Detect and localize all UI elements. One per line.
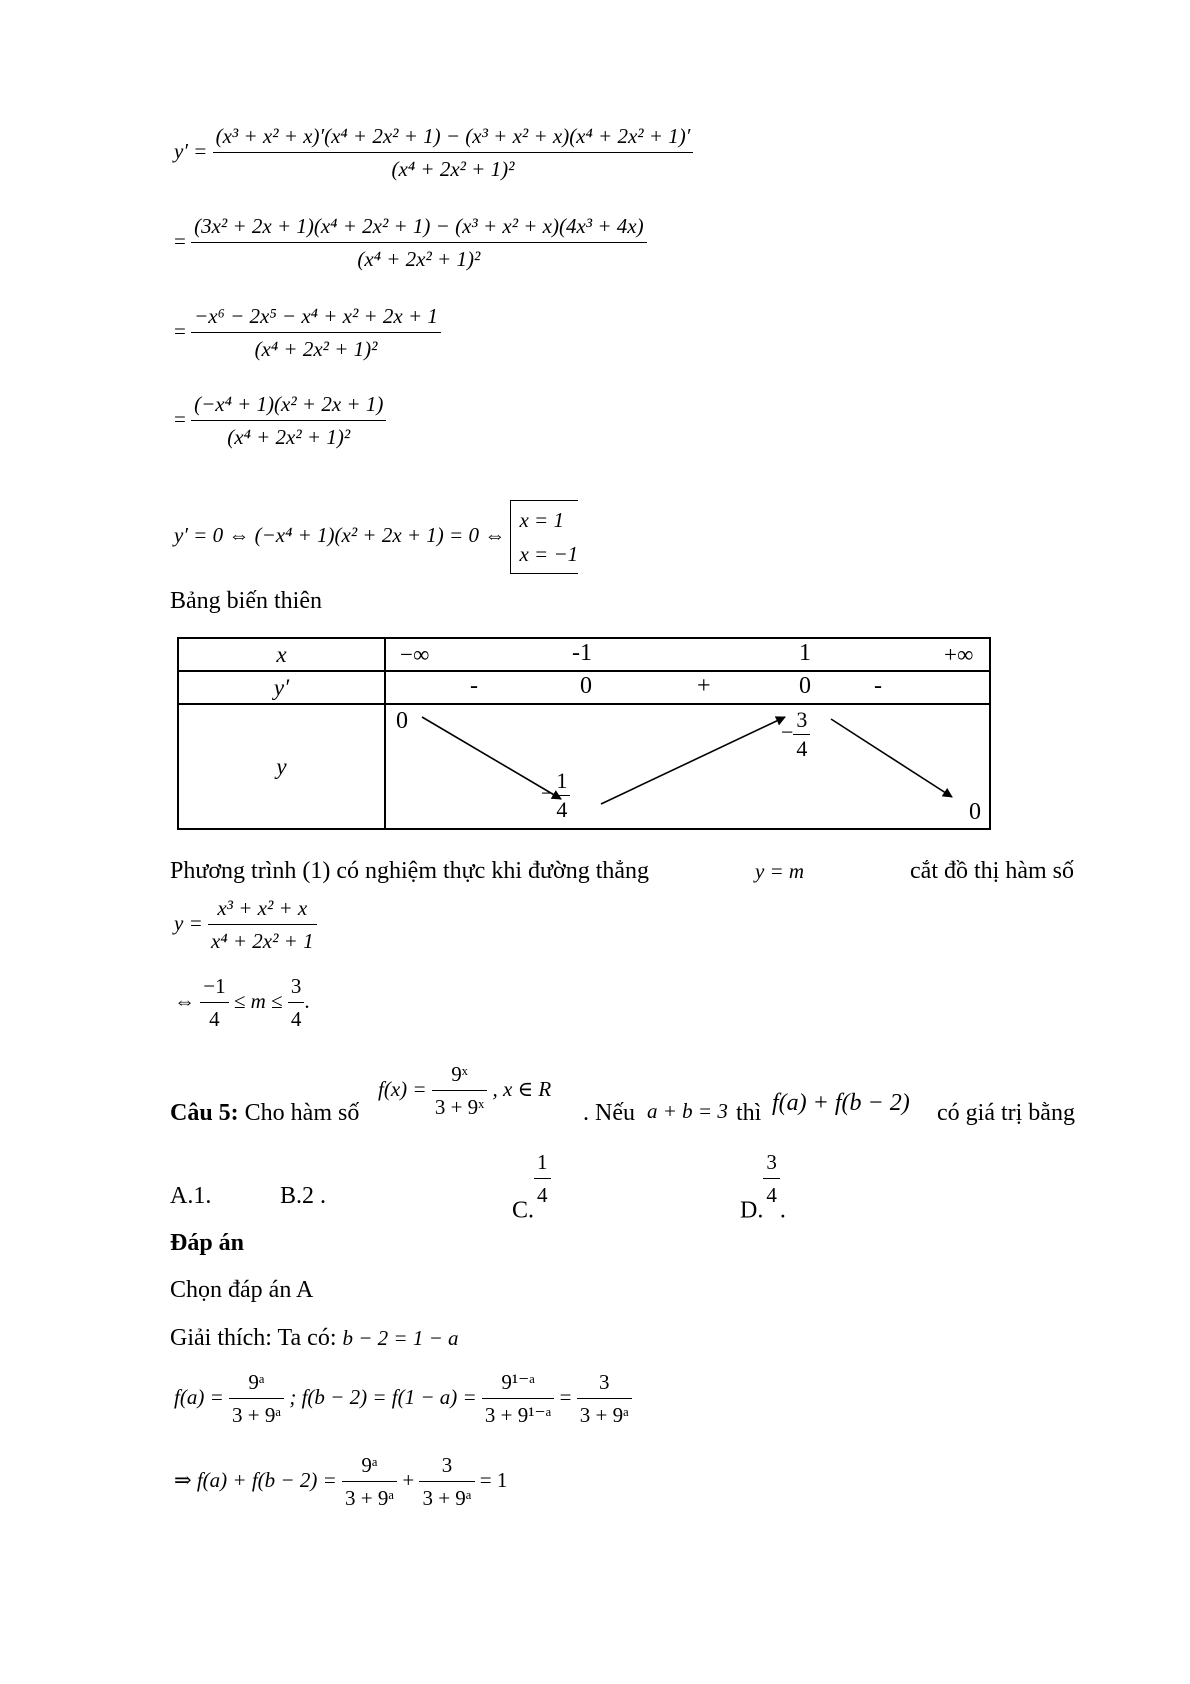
- y-min-sign: −: [541, 780, 554, 806]
- explanation-prefix: Giải thích: Ta có:: [170, 1325, 337, 1351]
- option-c[interactable]: [512, 1150, 551, 1225]
- fraction-numerator: 9¹⁻ᵃ: [501, 1370, 535, 1394]
- fraction-numerator: (3x² + 2x + 1)(x⁴ + 2x² + 1) − (x³ + x² + x)(4x³ + 4x): [194, 214, 644, 238]
- zero-equation-text: y′ = 0 ⇔ (−x⁴ + 1)(x² + 2x + 1) = 0 ⇔: [174, 522, 506, 547]
- sum-fraction-1: [342, 1453, 397, 1511]
- fraction-denominator: 3 + 9¹⁻ᵃ: [482, 1398, 554, 1428]
- option-a[interactable]: [170, 1183, 211, 1210]
- derivative-fraction-3: [191, 304, 441, 362]
- question-5-label: [170, 1100, 359, 1127]
- y-min-value: [541, 768, 570, 823]
- arrow-increase: [601, 717, 785, 804]
- fa-lhs: f(a) =: [174, 1384, 224, 1409]
- fraction-denominator: 4: [200, 1002, 228, 1032]
- inequality-period: .: [304, 988, 310, 1013]
- fraction-denominator: 4: [763, 1178, 780, 1208]
- fraction-denominator: (x⁴ + 2x² + 1)²: [213, 152, 694, 182]
- equals-sign: =: [174, 406, 186, 431]
- fraction-denominator: 4: [553, 795, 570, 823]
- root-2: x = −1: [519, 542, 579, 566]
- fraction-numerator: (−x⁴ + 1)(x² + 2x + 1): [194, 392, 384, 416]
- fraction-denominator: 4: [288, 1002, 305, 1032]
- question-text-2: . Nếu: [583, 1100, 635, 1126]
- fraction-denominator: (x⁴ + 2x² + 1)²: [191, 332, 441, 362]
- fraction-denominator: (x⁴ + 2x² + 1)²: [191, 242, 646, 272]
- question-text-3: thì: [736, 1100, 762, 1126]
- x-value-minus-one: -1: [572, 640, 592, 666]
- fraction-numerator: x³ + x² + x: [217, 896, 308, 920]
- sum-lhs: ⇒ f(a) + f(b − 2) =: [174, 1467, 337, 1492]
- yprime-zero-1: 0: [580, 673, 592, 699]
- question-condition: a + b = 3: [647, 1099, 728, 1123]
- derivative-line-1: [174, 124, 693, 182]
- fraction-numerator: 9ᵃ: [361, 1453, 378, 1477]
- fb-simplified-fraction: [577, 1370, 632, 1428]
- sum-equation: [174, 1453, 507, 1511]
- zero-equation: [174, 500, 578, 574]
- yprime-sign-3: -: [874, 673, 882, 699]
- fraction-numerator: 3: [441, 1453, 453, 1477]
- fraction-numerator: 3: [766, 1150, 777, 1174]
- row-x-label: x: [178, 638, 385, 671]
- option-a-value: 1.: [193, 1183, 212, 1209]
- conclusion-text-1: Phương trình (1) có nghiệm thực khi đường thẳng: [170, 858, 650, 884]
- yprime-sign-1: -: [470, 673, 478, 699]
- y-start-value: 0: [396, 708, 408, 734]
- option-d-fraction: [763, 1150, 780, 1208]
- option-b-value: 2 .: [302, 1183, 327, 1209]
- x-value-pos-inf: +∞: [944, 642, 974, 667]
- option-b-label: B.: [280, 1183, 303, 1209]
- question-number: Câu 5:: [170, 1100, 239, 1126]
- fraction-denominator: 3 + 9ᵃ: [577, 1398, 632, 1428]
- option-a-label: A.: [170, 1183, 194, 1209]
- arrow-decrease-2: [831, 719, 952, 797]
- question-text-4: có giá trị bằng: [937, 1100, 1075, 1126]
- fraction-numerator: 3: [599, 1370, 610, 1394]
- fa-fb-equation: [174, 1370, 632, 1428]
- question-function: [378, 1062, 551, 1120]
- derivative-line-3: [174, 304, 441, 362]
- option-c-fraction: [534, 1150, 551, 1208]
- function-definition: [174, 896, 317, 954]
- yprime-zero-2: 0: [799, 673, 811, 699]
- equals-sign: =: [174, 318, 186, 343]
- inequality-left-fraction: [200, 974, 228, 1032]
- explanation-equation: b − 2 = 1 − a: [342, 1326, 459, 1350]
- answer-choice: Chọn đáp án A: [170, 1277, 314, 1303]
- row-x-values: [385, 638, 990, 671]
- fraction-denominator: 3 + 9ᵃ: [229, 1398, 284, 1428]
- question-expression: f(a) + f(b − 2): [772, 1090, 910, 1116]
- option-b[interactable]: [280, 1183, 326, 1210]
- question-text-1: Cho hàm số: [244, 1100, 360, 1126]
- y-max-value: [781, 707, 810, 762]
- x-value-one: 1: [799, 640, 811, 666]
- roots-bracket: [510, 500, 578, 574]
- fraction-numerator: −x⁶ − 2x⁵ − x⁴ + x² + 2x + 1: [194, 304, 438, 328]
- line-y-equals-m: y = m: [754, 859, 805, 883]
- sum-plus: +: [402, 1467, 415, 1492]
- x-value-neg-inf: −∞: [400, 642, 430, 667]
- y-max-sign: −: [781, 719, 794, 745]
- row-y-label: y: [178, 704, 385, 829]
- row-y-values: [385, 704, 990, 829]
- sum-fraction-2: [419, 1453, 474, 1511]
- derivative-fraction-1: [213, 124, 694, 182]
- function-lhs: y =: [174, 910, 203, 935]
- fraction-numerator: 1: [537, 1150, 548, 1174]
- variation-arrows: [386, 705, 990, 830]
- fraction-numerator: 3: [796, 707, 808, 732]
- fraction-denominator: 3 + 9ᵃ: [419, 1481, 474, 1511]
- fraction-denominator: 3 + 9ˣ: [432, 1090, 487, 1120]
- derivative-line-2: [174, 214, 647, 272]
- equals-sign: =: [174, 228, 186, 253]
- fa-fraction: [229, 1370, 284, 1428]
- conclusion-text-2: cắt đồ thị hàm số: [910, 858, 1074, 884]
- question-function-lhs: f(x) =: [378, 1076, 427, 1101]
- variation-table: [177, 637, 991, 830]
- answer-heading: Đáp án: [170, 1230, 245, 1256]
- y-end-value: 0: [969, 799, 981, 825]
- option-d-label: D.: [740, 1197, 764, 1224]
- fraction-numerator: 9ᵃ: [248, 1370, 265, 1394]
- inequality: [174, 974, 310, 1032]
- fb-fraction: [482, 1370, 554, 1428]
- fb-lhs: ; f(b − 2) = f(1 − a) =: [289, 1384, 477, 1409]
- function-fraction: [208, 896, 317, 954]
- option-c-label: C.: [512, 1197, 535, 1224]
- inequality-prefix: ⇔: [174, 988, 195, 1013]
- inequality-middle: ≤ m ≤: [233, 988, 283, 1013]
- explanation-line: [170, 1325, 459, 1352]
- derivative-line-4: [174, 392, 386, 450]
- fraction-denominator: 3 + 9ᵃ: [342, 1481, 397, 1511]
- row-yprime-label: y′: [178, 671, 385, 704]
- fraction-numerator: (x³ + x² + x)′(x⁴ + 2x² + 1) − (x³ + x² + x)(x⁴ + 2x² + 1)′: [215, 124, 691, 148]
- question-function-fraction: [432, 1062, 487, 1120]
- fraction-denominator: 4: [793, 734, 810, 762]
- fraction-numerator: 1: [556, 768, 568, 793]
- fraction-denominator: 4: [534, 1178, 551, 1208]
- question-function-domain: , x ∈ R: [492, 1076, 552, 1101]
- fraction-numerator: 3: [290, 974, 302, 998]
- y-min-fraction: [553, 768, 570, 823]
- fraction-numerator: 9ˣ: [451, 1062, 468, 1086]
- y-max-fraction: [793, 707, 810, 762]
- root-1: x = 1: [519, 508, 564, 532]
- yprime-sign-2: +: [697, 673, 711, 699]
- inequality-right-fraction: [288, 974, 305, 1032]
- derivative-lhs: y′ =: [174, 138, 208, 163]
- option-d[interactable]: [740, 1150, 786, 1225]
- sum-result: = 1: [479, 1467, 508, 1492]
- fraction-denominator: (x⁴ + 2x² + 1)²: [191, 420, 386, 450]
- conclusion-sentence: [170, 858, 1074, 885]
- derivative-fraction-2: [191, 214, 646, 272]
- row-yprime-values: [385, 671, 990, 704]
- fraction-denominator: x⁴ + 2x² + 1: [208, 924, 317, 954]
- derivative-fraction-4: [191, 392, 386, 450]
- table-heading: Bảng biến thiên: [170, 588, 322, 614]
- option-d-period: .: [779, 1197, 786, 1224]
- fb-equals: =: [559, 1384, 572, 1409]
- fraction-numerator: −1: [203, 974, 226, 998]
